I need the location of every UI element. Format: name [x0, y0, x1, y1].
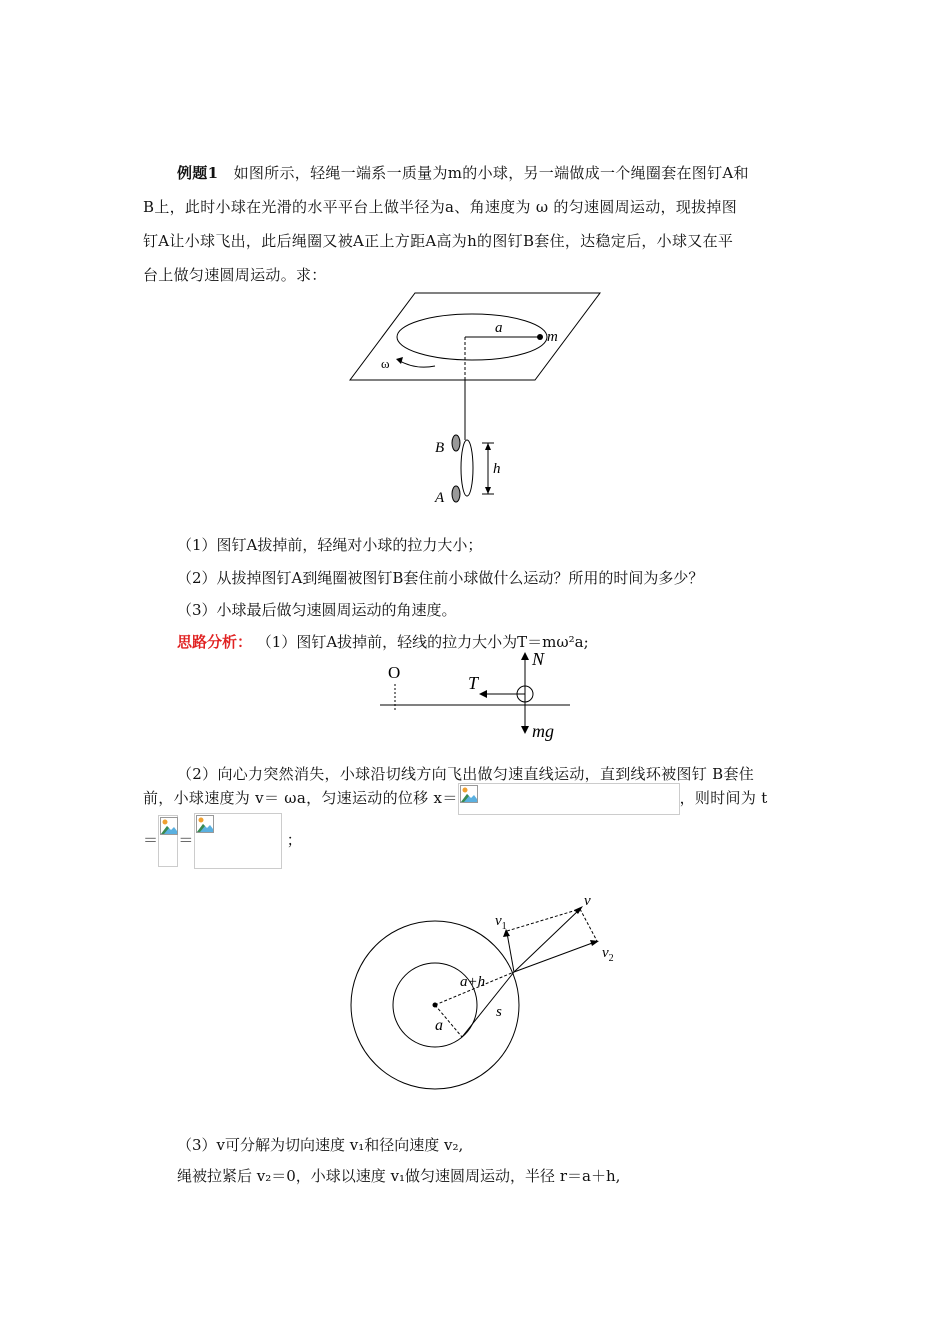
analysis-step-3-line-2: 绳被拉紧后 v₂＝0，小球以速度 v₁做匀速圆周运动，半径 r＝a＋h,	[177, 1167, 621, 1185]
analysis-step-2-end: ；	[286, 831, 303, 849]
analysis-step-2-text-b: ，则时间为 t	[679, 789, 768, 807]
label-T: T	[468, 673, 479, 693]
problem-line-3: 钉A让小球飞出，此后绳圈又被A正上方距A高为h的图钉B套住，达稳定后，小球又在平	[143, 232, 734, 250]
question-2: （2）从拔掉图钉A到绳圈被图钉B套住前小球做什么运动？所用的时间为多少？	[177, 569, 704, 587]
label-a: a	[435, 1017, 443, 1034]
label-a: a	[495, 320, 503, 336]
label-m: m	[547, 329, 558, 345]
label-ah: a+h	[460, 974, 486, 990]
label-h: h	[493, 461, 501, 477]
analysis-step-2-line-3	[143, 812, 807, 869]
formula-image-x	[458, 783, 680, 815]
broken-image-icon	[196, 815, 214, 833]
label-v1: $v_1$	[495, 913, 507, 932]
formula-image-t1	[158, 815, 178, 867]
vector-v2	[514, 942, 595, 972]
question-3: （3）小球最后做匀速圆周运动的角速度。	[177, 601, 457, 619]
label-omega: ω	[381, 356, 390, 371]
formula-image-t2	[194, 813, 282, 869]
analysis-step-2-eq-1: ＝	[143, 831, 159, 849]
rope-loop	[461, 440, 473, 496]
analysis-step-2-line-2	[143, 781, 807, 815]
analysis-step-3-line-1: （3）v可分解为切向速度 v₁和径向速度 v₂,	[177, 1136, 464, 1154]
label-mg: mg	[532, 721, 554, 741]
label-B: B	[435, 440, 445, 456]
label-N: N	[532, 649, 545, 669]
label-v: v	[584, 893, 591, 909]
analysis-step-2-text-a: 前，小球速度为 v＝ ωa，匀速运动的位移 x＝	[143, 789, 458, 807]
label-v2: $v_2$	[602, 945, 614, 964]
label-A: A	[435, 490, 445, 506]
dash-v-v2	[580, 909, 597, 941]
problem-paragraph	[143, 156, 807, 190]
label-s: s	[496, 1004, 502, 1020]
figure-platform	[340, 288, 610, 508]
label-O: O	[388, 663, 401, 682]
pin-A	[452, 486, 460, 502]
analysis-label: 思路分析：	[177, 633, 253, 651]
analysis-step-1: （1）图钉A拔掉前，轻线的拉力大小为T＝mω²a;	[256, 633, 589, 651]
problem-label: 例题1	[177, 164, 219, 182]
omega-arrow	[398, 360, 435, 367]
ball-dot	[537, 334, 543, 340]
vector-v1	[507, 933, 514, 972]
broken-image-icon	[160, 817, 178, 835]
figure-circles	[340, 885, 640, 1105]
problem-line-2: B上，此时小球在光滑的水平平台上做半径为a、角速度为 ω 的匀速圆周运动，现拔掉图	[143, 198, 738, 216]
pin-B	[452, 435, 460, 451]
problem-line-4: 台上做匀速圆周运动。求：	[143, 266, 327, 284]
analysis-step-2-line-1: （2）向心力突然消失，小球沿切线方向飞出做匀速直线运动，直到线环被图钉 B套住	[177, 765, 755, 783]
question-1: （1）图钉A拔掉前，轻绳对小球的拉力大小；	[177, 536, 483, 554]
figure-force	[375, 648, 575, 744]
broken-image-icon	[460, 785, 478, 803]
problem-line-1: 如图所示，轻绳一端系一质量为m的小球，另一端做成一个绳圈套在图钉A和	[233, 164, 749, 182]
analysis-step-2-eq-2: ＝	[178, 831, 194, 849]
